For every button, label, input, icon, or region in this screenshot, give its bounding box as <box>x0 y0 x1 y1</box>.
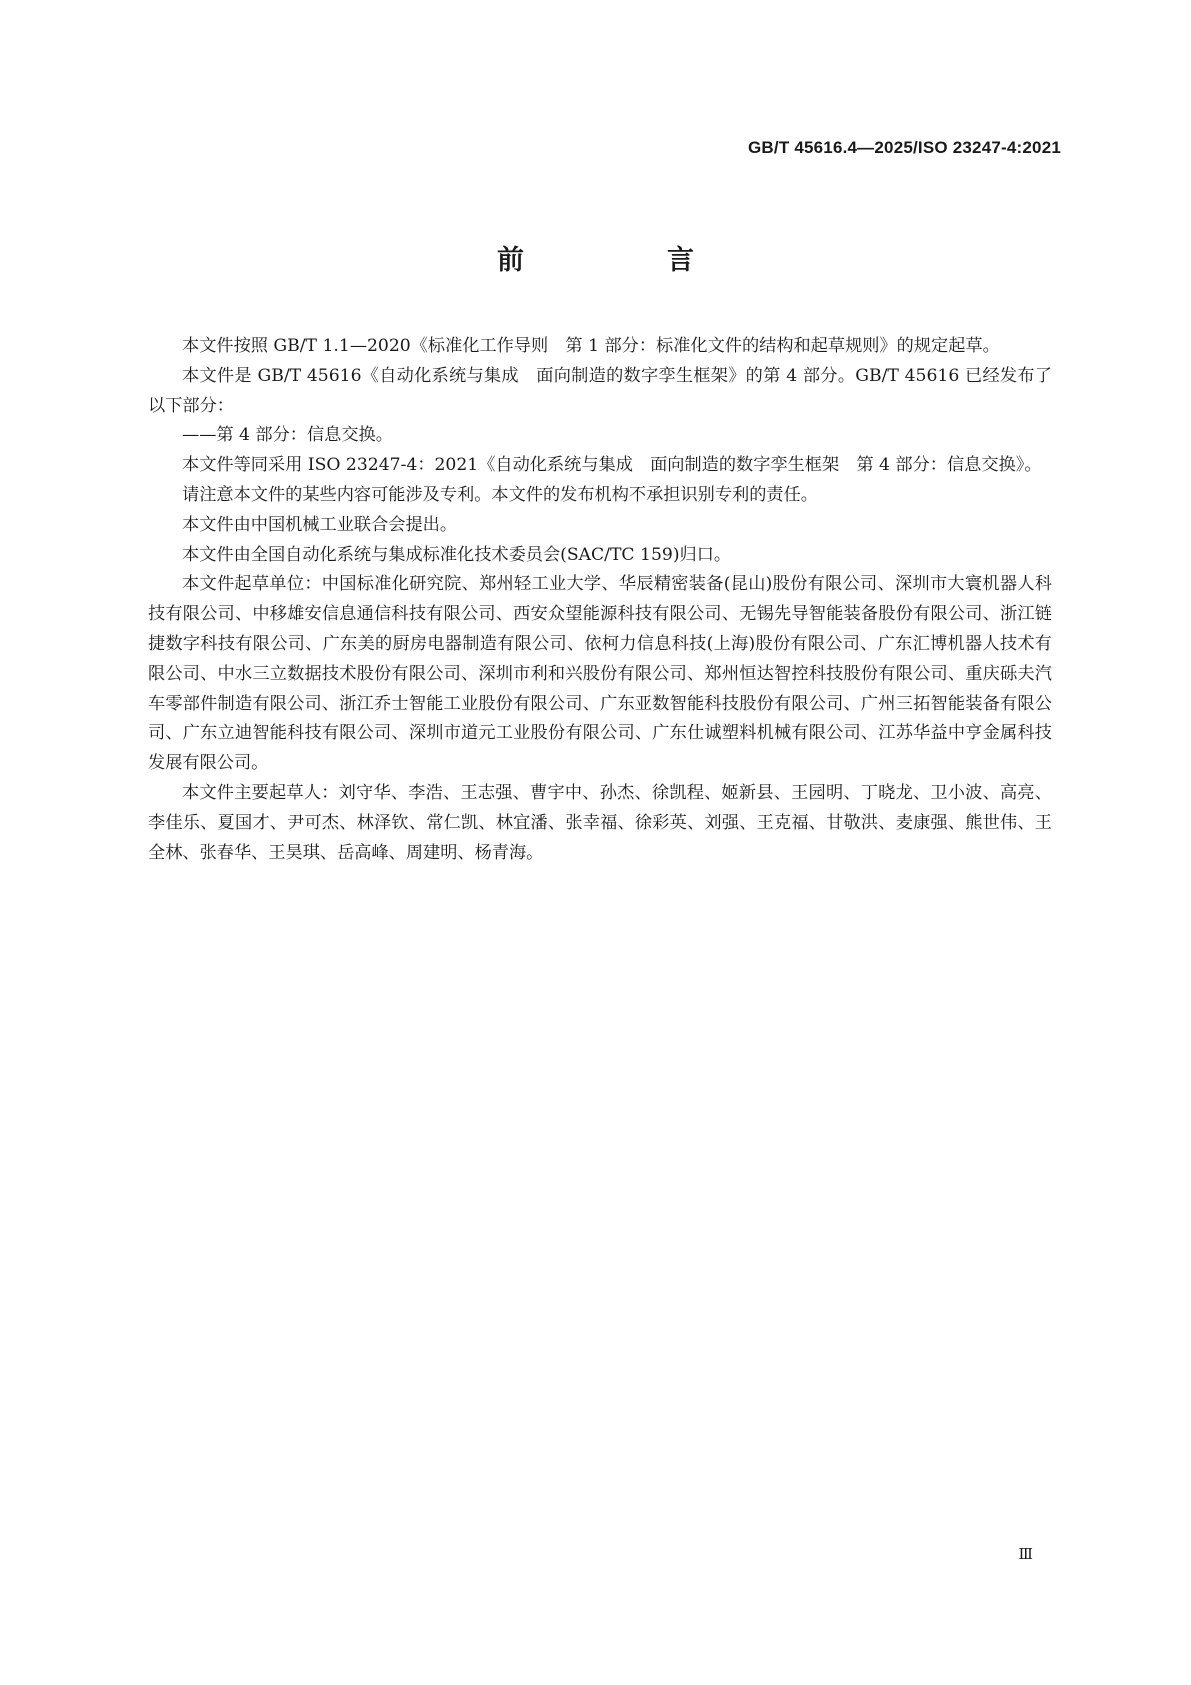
paragraph-proposer: 本文件由中国机械工业联合会提出。 <box>182 514 458 535</box>
page-title: 前 言 <box>497 245 752 276</box>
paragraph-committee: 本文件由全国自动化系统与集成标准化技术委员会(SAC/TC 159)归口。 <box>182 544 732 565</box>
standard-code: GB/T 45616.4—2025/ISO 23247-4:2021 <box>748 138 1061 157</box>
paragraph-drafting-units: 本文件起草单位：中国标准化研究院、郑州轻工业大学、华辰精密装备(昆山)股份有限公司、深圳市大寰机器人科技有限公司、中移雄安信息通信科技有限公司、西安众望能源科技有限公司、无锡先导智能装备股份有限公司、浙江链捷数字科技有限公司、广东美的厨房电器制造有限公司、依柯力信息科技(上海)股份有限公司、广东汇博机器人技术有限公司、中水三立数据技术股份有限公司、深圳市利和兴股份有限公司、郑州恒达智控科技股份有限公司、重庆砾夫汽车零部件制造有限公司、浙江乔士智能工业股份有限公司、广东亚数智能科技股份有限公司、广州三拓智能装备有限公司、广东立迪智能科技有限公司、深圳市道元工业股份有限公司、广东仕诚塑料机械有限公司、江苏华益中亨金属科技发展有限公司。 <box>148 574 1052 774</box>
paragraph-drafters: 本文件主要起草人：刘守华、李浩、王志强、曹宇中、孙杰、徐凯程、姬新县、王园明、丁晓龙、卫小波、高亮、李佳乐、夏国才、尹可杰、林泽钦、常仁凯、林宜潘、张幸福、徐彩英、刘强、王克福、甘敬洪、麦康强、熊世伟、王全林、张春华、王昊琪、岳高峰、周建明、杨青海。 <box>148 782 1052 863</box>
page-number: Ⅲ <box>1018 1547 1033 1563</box>
paragraph-part-list-item: ——第 4 部分：信息交换。 <box>182 425 393 446</box>
paragraph-patent-notice: 请注意本文件的某些内容可能涉及专利。本文件的发布机构不承担识别专利的责任。 <box>182 484 818 505</box>
foreword-body <box>148 332 1052 868</box>
paragraph-drafting-rules: 本文件按照 GB/T 1.1—2020《标准化工作导则 第 1 部分：标准化文件的结构和起草规则》的规定起草。 <box>182 336 1000 356</box>
paragraph-part-of-series: 本文件是 GB/T 45616《自动化系统与集成 面向制造的数字孪生框架》的第 4 部分。GB/T 45616 已经发布了以下部分： <box>148 365 1052 416</box>
paragraph-iso-adoption: 本文件等同采用 ISO 23247-4：2021《自动化系统与集成 面向制造的数字孪生框架 第 4 部分：信息交换》。 <box>182 455 1042 476</box>
